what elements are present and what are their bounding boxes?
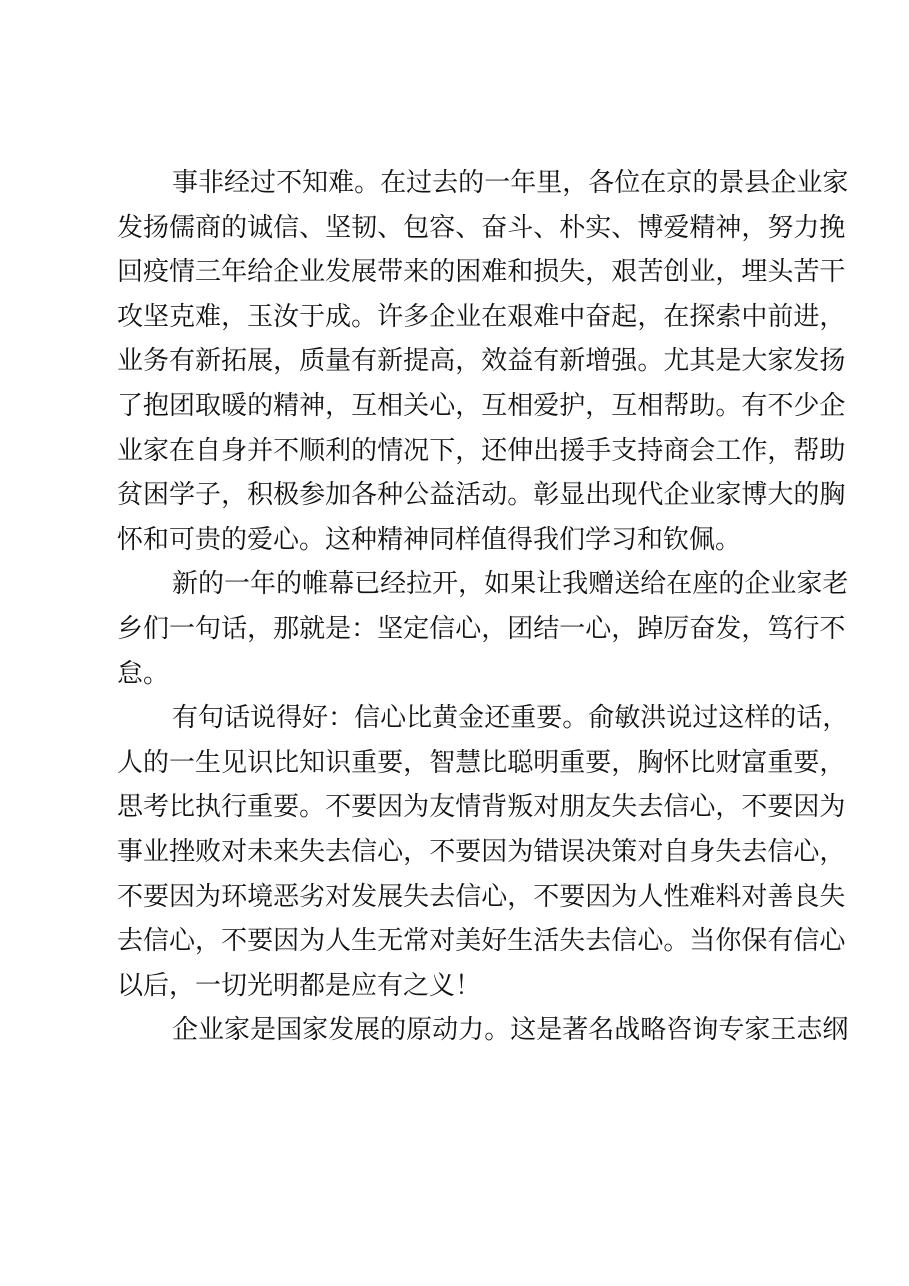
paragraph-line: 攻 坚 克 难 ， 玉 汝 于 成 。 许 多 企 业 在 艰 难 中 奋 起 ， 在 探 索 中 前 进 ，	[117, 301, 846, 332]
paragraph-line: 发 扬 儒 商 的 诚 信 、 坚 韧 、 包 容 、 奋 斗 、 朴 实 、 博 爱 精 神 ， 努 力 挽	[117, 212, 846, 243]
paragraph-line: 业 家 在 自 身 并 不 顺 利 的 情 况 下 ， 还 伸 出 援 手 支 持 商 会 工 作 ， 帮 助	[117, 435, 846, 466]
paragraph-line: 不 要 因 为 环 境 恶 劣 对 发 展 失 去 信 心 ， 不 要 因 为 人 性 难 料 对 善 良 失	[117, 881, 846, 912]
paragraph-line: 回 疫 情 三 年 给 企 业 发 展 带 来 的 困 难 和 损 失 ， 艰 苦 创 业 ， 埋 头 苦 干	[117, 257, 846, 288]
paragraph-line: 有 句 话 说 得 好 ： 信 心 比 黄 金 还 重 要 。 俞 敏 洪 说 过 这 样 的 话 ，	[172, 703, 849, 734]
paragraph-line: 业 务 有 新 拓 展 ， 质 量 有 新 提 高 ， 效 益 有 新 增 强 。 尤 其 是 大 家 发 扬	[117, 346, 846, 377]
paragraph-line: 新 的 一 年 的 帷 幕 已 经 拉 开 ， 如 果 让 我 赠 送 给 在 座 的 企 业 家 老	[172, 569, 849, 600]
paragraph-line: 了 抱 团 取 暖 的 精 神 ， 互 相 关 心 ， 互 相 爱 护 ， 互 相 帮 助 。 有 不 少 企	[117, 390, 846, 421]
paragraph-line: 事 非 经 过 不 知 难 。 在 过 去 的 一 年 里 ， 各 位 在 京 的 景 县 企 业 家	[172, 168, 849, 198]
paragraph-line: 怀和可贵的爱心。这种精神同样值得我们学习和钦佩。	[117, 524, 742, 555]
paragraph-line: 企 业 家 是 国 家 发 展 的 原 动 力 。 这 是 著 名 战 略 咨 询 专 家 王 志 纲	[172, 1015, 849, 1046]
paragraph-line: 去 信 心 ， 不 要 因 为 人 生 无 常 对 美 好 生 活 失 去 信 心 。 当 你 保 有 信 心	[117, 926, 846, 957]
paragraph-line: 事 业 挫 败 对 未 来 失 去 信 心 ， 不 要 因 为 错 误 决 策 对 自 身 失 去 信 心 ，	[117, 836, 846, 867]
paragraph-line: 乡 们 一 句 话 ， 那 就 是 ： 坚 定 信 心 ， 团 结 一 心 ， 踔 厉 奋 发 ， 笃 行 不	[117, 613, 846, 644]
paragraph-line: 怠。	[117, 658, 170, 689]
paragraph-line: 贫 困 学 子 ， 积 极 参 加 各 种 公 益 活 动 。 彰 显 出 现 代 企 业 家 博 大 的 胸	[117, 480, 846, 511]
paragraph-line: 以后，一切光明都是应有之义！	[117, 970, 482, 1001]
paragraph-line: 思 考 比 执 行 重 要 。 不 要 因 为 友 情 背 叛 对 朋 友 失 去 信 心 ， 不 要 因 为	[117, 792, 846, 823]
body-text	[117, 161, 849, 1053]
paragraph-line: 人 的 一 生 见 识 比 知 识 重 要 ， 智 慧 比 聪 明 重 要 ， 胸 怀 比 财 富 重 要 ，	[117, 747, 846, 778]
